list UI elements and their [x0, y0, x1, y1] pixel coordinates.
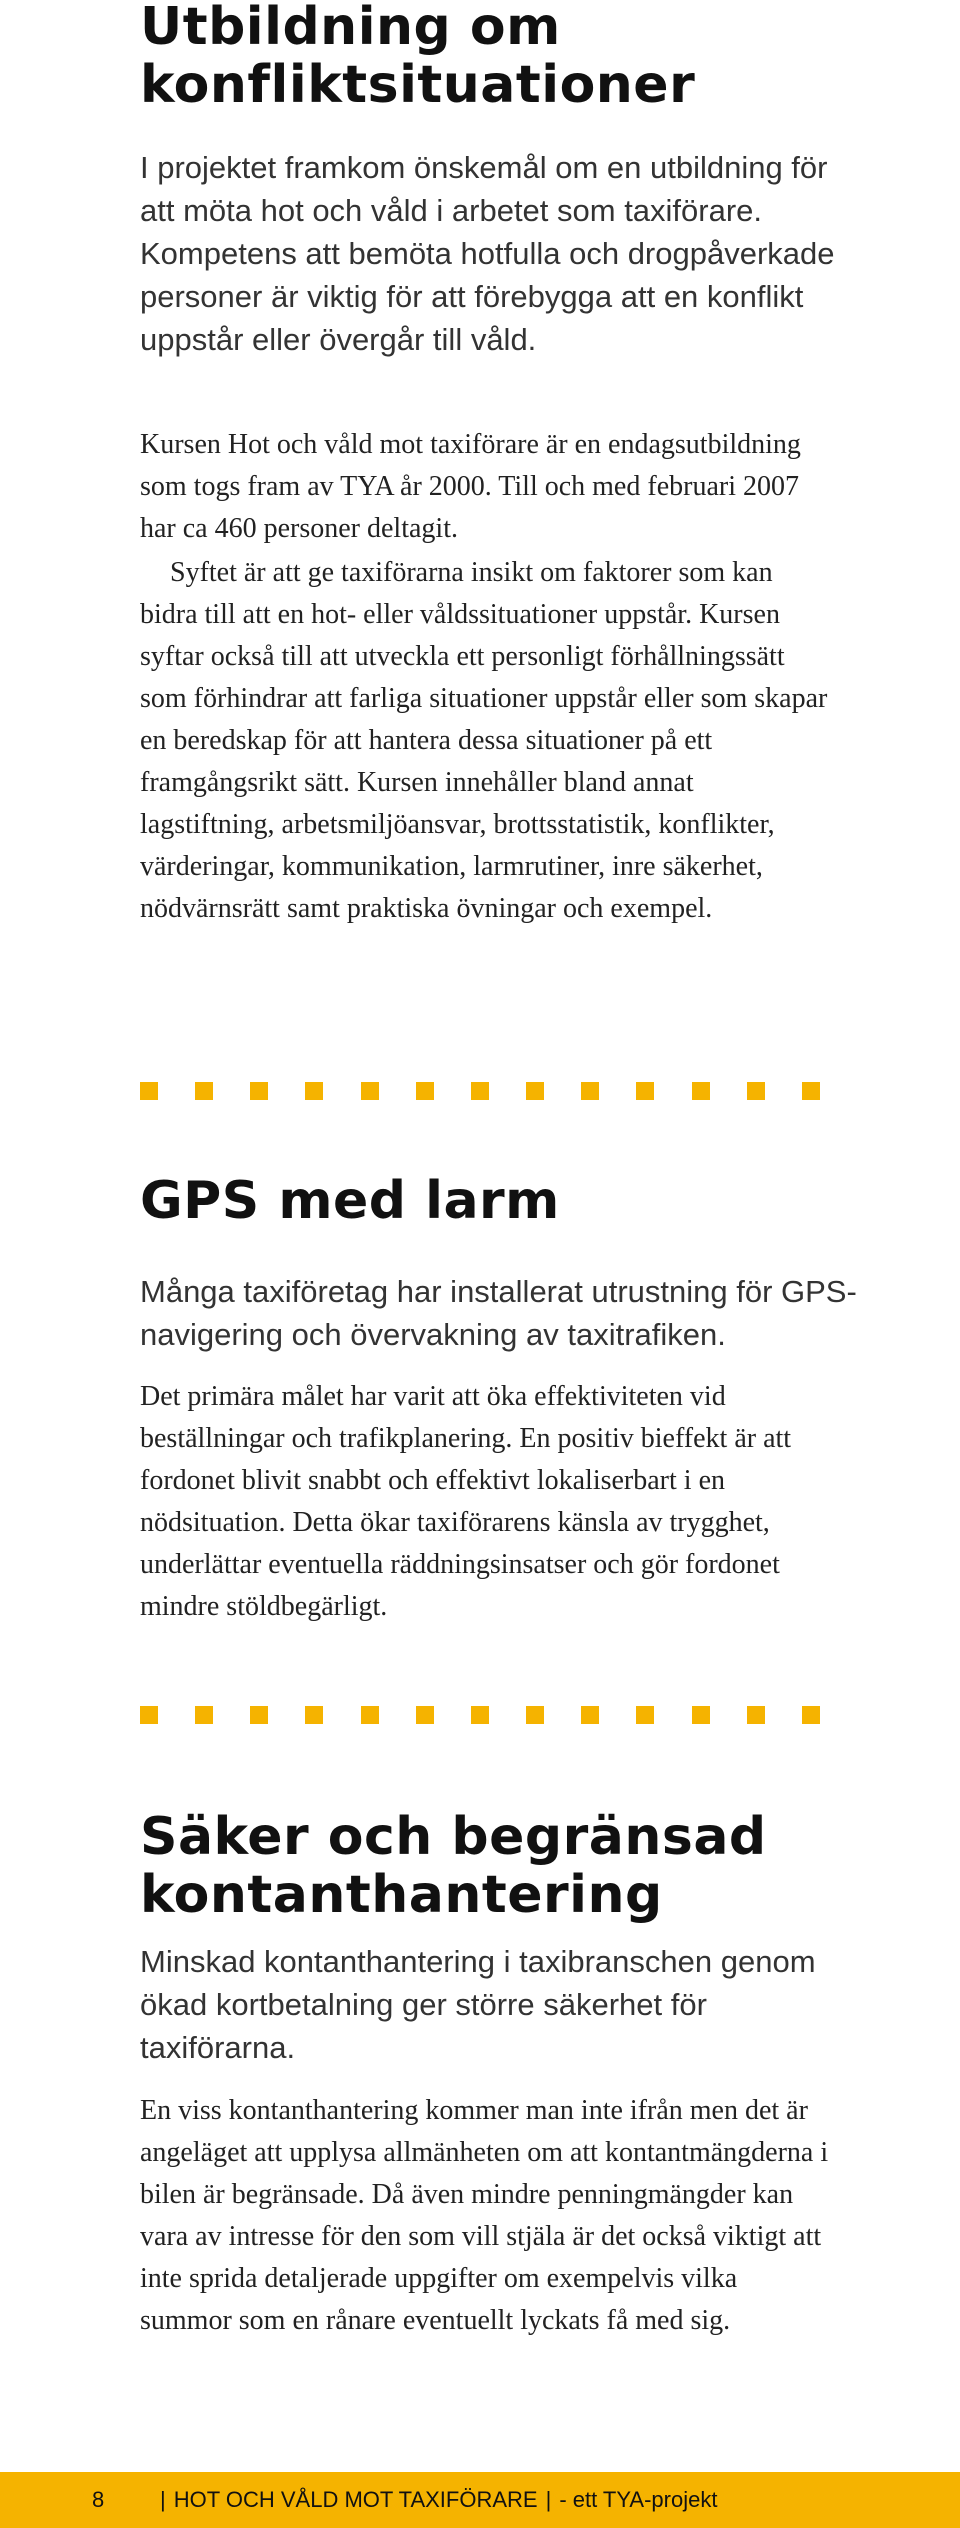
section-divider	[140, 1082, 820, 1100]
page-number: 8	[92, 2487, 105, 2512]
section-title-utbildning	[140, 0, 695, 114]
title-line: Säker och begränsad	[140, 1807, 767, 1867]
body-paragraph: Kursen Hot och våld mot taxiförare är en endagsutbildning som togs fram av TYA år 2000. Till och med februari 2007 har ca 460 personer deltagit.	[140, 429, 801, 544]
divider-square	[250, 1706, 268, 1724]
divider-square	[802, 1706, 820, 1724]
divider-square	[747, 1706, 765, 1724]
divider-square	[250, 1082, 268, 1100]
section-title-gps: GPS med larm	[140, 1171, 560, 1231]
divider-square	[361, 1706, 379, 1724]
section-divider	[140, 1706, 820, 1724]
footer-suffix: - ett TYA-projekt	[559, 2487, 718, 2512]
footer-separator: |	[160, 2487, 166, 2512]
divider-square	[471, 1706, 489, 1724]
divider-square	[636, 1082, 654, 1100]
divider-square	[802, 1082, 820, 1100]
divider-square	[416, 1082, 434, 1100]
divider-square	[692, 1082, 710, 1100]
divider-square	[526, 1706, 544, 1724]
footer-title: HOT OCH VÅLD MOT TAXIFÖRARE	[173, 2487, 538, 2512]
divider-square	[747, 1082, 765, 1100]
divider-square	[140, 1706, 158, 1724]
section-title-kontant	[140, 1808, 767, 1924]
divider-square	[195, 1706, 213, 1724]
divider-square	[305, 1082, 323, 1100]
divider-square	[581, 1082, 599, 1100]
section-lead-kontant: Minskad kontanthantering i taxibranschen genom ökad kortbetalning ger större säkerhet för taxiförarna.	[140, 1944, 816, 2065]
title-line: konfliktsituationer	[140, 55, 696, 115]
divider-square	[416, 1706, 434, 1724]
divider-square	[305, 1706, 323, 1724]
section-lead-gps: Många taxiföretag har installerat utrustning för GPS-navigering och övervakning av taxitrafiken.	[140, 1274, 857, 1352]
divider-square	[581, 1706, 599, 1724]
divider-square	[361, 1082, 379, 1100]
title-line: kontanthantering	[140, 1865, 663, 1925]
divider-square	[471, 1082, 489, 1100]
divider-square	[526, 1082, 544, 1100]
divider-square	[195, 1082, 213, 1100]
body-paragraph: Det primära målet har varit att öka effektiviteten vid beställningar och trafikplanering. En positiv bieffekt är att fordonet blivit snabbt och effektivt lokaliserbart i en nödsituation. Detta ökar taxiförarens känsla av trygghet, underlättar eventuella räddningsinsatser och gör fordonet mindre stöldbegärligt.	[140, 1381, 792, 1622]
divider-square	[692, 1706, 710, 1724]
title-line: Utbildning om	[140, 0, 561, 57]
body-paragraph: Syftet är att ge taxiförarna insikt om faktorer som kan bidra till att en hot- eller våldssituationer uppstår. Kursen syftar också till att utveckla ett personligt förhållningssätt som förhindrar att farliga situationer uppstår eller som skapar en beredskap för att hantera dessa situationer på ett framgångsrikt sätt. Kursen innehåller bland annat lagstiftning, arbetsmiljöansvar, brottsstatistik, konflikter, värderingar, kommunikation, larmrutiner, inre säkerhet, nödvärnsrätt samt praktiska övningar och exempel.	[140, 557, 828, 924]
footer-separator: |	[545, 2487, 552, 2512]
page-footer	[0, 2472, 960, 2528]
divider-square	[636, 1706, 654, 1724]
divider-square	[140, 1082, 158, 1100]
body-paragraph: En viss kontanthantering kommer man inte ifrån men det är angeläget att upplysa allmänheten om att kontantmängderna i bilen är begränsade. Då även mindre penningmängder kan vara av intresse för den som vill stjäla är det också viktigt att inte sprida detaljerade uppgifter om exempelvis vilka summor som en rånare eventuellt lyckats få med sig.	[140, 2095, 829, 2336]
section-lead-utbildning: I projektet framkom önskemål om en utbildning för att möta hot och våld i arbetet som taxiförare. Kompetens att bemöta hotfulla och drogpåverkade personer är viktig för att förebygga att en konflikt uppstår eller övergår till våld.	[140, 150, 835, 357]
